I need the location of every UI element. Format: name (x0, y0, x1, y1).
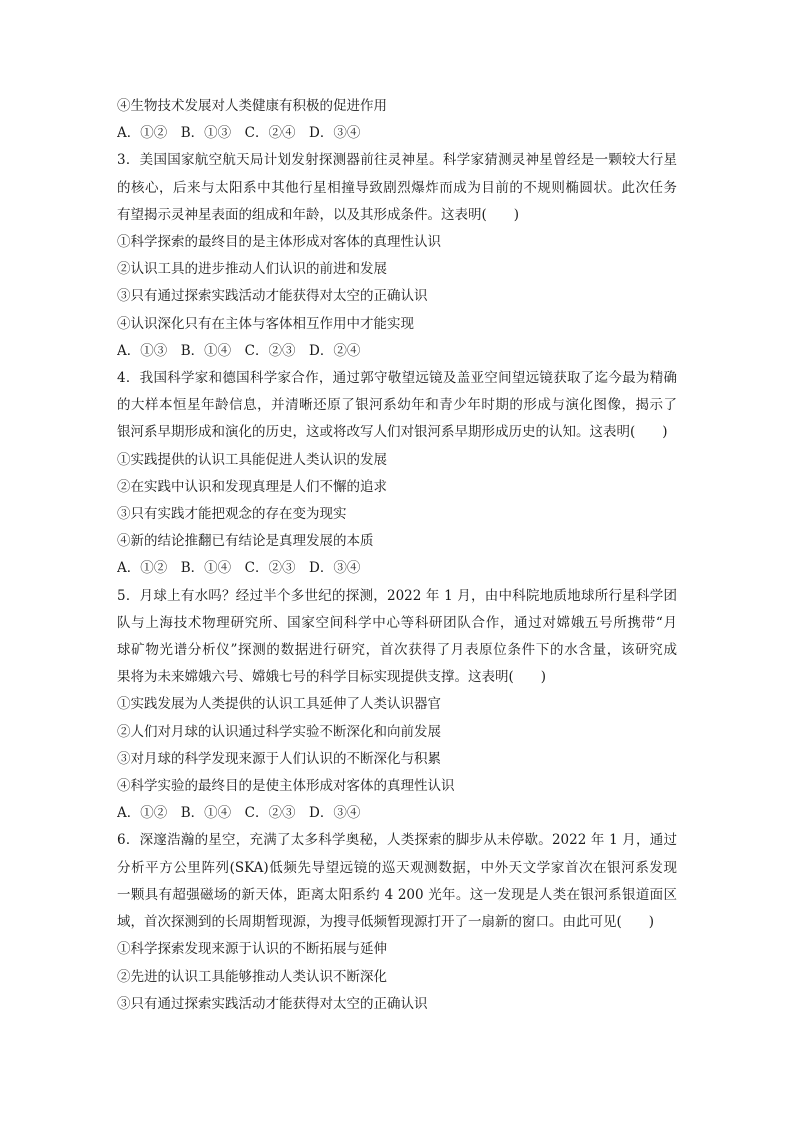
statement-option: ④认识深化只有在主体与客体相互作用中才能实现 (117, 315, 414, 332)
question-stem-line: 队与上海技术物理研究所、国家空间科学中心等科研团队合作，通过对嫦娥五号所携带“月 (117, 614, 677, 631)
answer-choices: A．①③ B．①④ C．②③ D．②④ (117, 342, 361, 359)
statement-option: ④生物技术发展对人类健康有积极的促进作用 (117, 98, 387, 114)
question-stem-line: 5．月球上有水吗？经过半个多世纪的探测，2022 年 1 月，由中科院地质地球所行星科学团 (117, 587, 677, 604)
answer-choices: A．①② B．①④ C．②③ D．③④ (117, 805, 361, 822)
question-stem-line: 的大样本恒星年龄信息，并清晰还原了银河系幼年和青少年时期的形成与演化图像，揭示了 (117, 397, 677, 414)
statement-option: ④新的结论推翻已有结论是真理发展的本质 (117, 533, 374, 550)
question-stem-line: 有望揭示灵神星表面的组成和年龄，以及其形成条件。这表明( ) (117, 206, 520, 223)
question-stem-line: 一颗具有超强磁场的新天体，距离太阳系约 4 200 光年。这一发现是人类在银河系银道面区 (117, 886, 677, 903)
statement-option: ③只有通过探索实践活动才能获得对太空的正确认识 (117, 288, 428, 305)
question-stem-line: 银河系早期形成和演化的历史，这或将改写人们对银河系早期形成历史的认知。这表明( ) (117, 424, 668, 441)
statement-option: ②认识工具的进步推动人们认识的前进和发展 (117, 261, 387, 278)
question-page (117, 93, 677, 1018)
statement-option: ③只有实践才能把观念的存在变为现实 (117, 506, 347, 523)
question-stem-line: 果将为未来嫦娥六号、嫦娥七号的科学目标实现提供支撑。这表明( ) (117, 669, 547, 686)
question-stem-line: 4．我国科学家和德国科学家合作，通过郭守敬望远镜及盖亚空间望远镜获取了迄今最为精确 (117, 370, 677, 387)
statement-option: ①科学探索的最终目的是主体形成对客体的真理性认识 (117, 234, 441, 251)
answer-choices: A．①② B．①④ C．②③ D．③④ (117, 560, 361, 577)
question-stem-line: 球矿物光谱分析仪”探测的数据进行研究，首次获得了月表原位条件下的水含量，该研究成 (117, 642, 677, 659)
statement-option: ②先进的认识工具能够推动人类认识不断深化 (117, 968, 387, 985)
question-stem-line: 的核心，后来与太阳系中其他行星相撞导致剧烈爆炸而成为目前的不规则椭圆状。此次任务 (117, 179, 677, 196)
statement-option: ①实践发展为人类提供的认识工具延伸了人类认识器官 (117, 696, 441, 713)
answer-choices: A．①② B．①③ C．②④ D．③④ (117, 125, 361, 142)
question-stem-line: 6．深邃浩瀚的星空，充满了太多科学奥秘，人类探索的脚步从未停歇。2022 年 1 月，通过 (117, 832, 677, 849)
statement-option: ③只有通过探索实践活动才能获得对太空的正确认识 (117, 995, 428, 1012)
statement-option: ①实践提供的认识工具能促进人类认识的发展 (117, 451, 387, 468)
question-stem-line: 分析平方公里阵列(SKA)低频先导望远镜的巡天观测数据，中外天文学家首次在银河系发现 (117, 859, 677, 876)
statement-option: ③对月球的科学发现来源于人们认识的不断深化与积累 (117, 750, 441, 767)
statement-option: ②人们对月球的认识通过科学实验不断深化和向前发展 (117, 723, 441, 740)
question-stem-line: 域，首次探测到的长周期暂现源，为搜寻低频暂现源打开了一扇新的窗口。由此可见( ) (117, 914, 655, 931)
statement-option: ②在实践中认识和发现真理是人们不懈的追求 (117, 478, 387, 495)
question-stem-line: 3．美国国家航空航天局计划发射探测器前往灵神星。科学家猜测灵神星曾经是一颗较大行星 (117, 152, 677, 169)
statement-option: ①科学探索发现来源于认识的不断拓展与延伸 (117, 941, 387, 958)
statement-option: ④科学实验的最终目的是使主体形成对客体的真理性认识 (117, 778, 455, 795)
